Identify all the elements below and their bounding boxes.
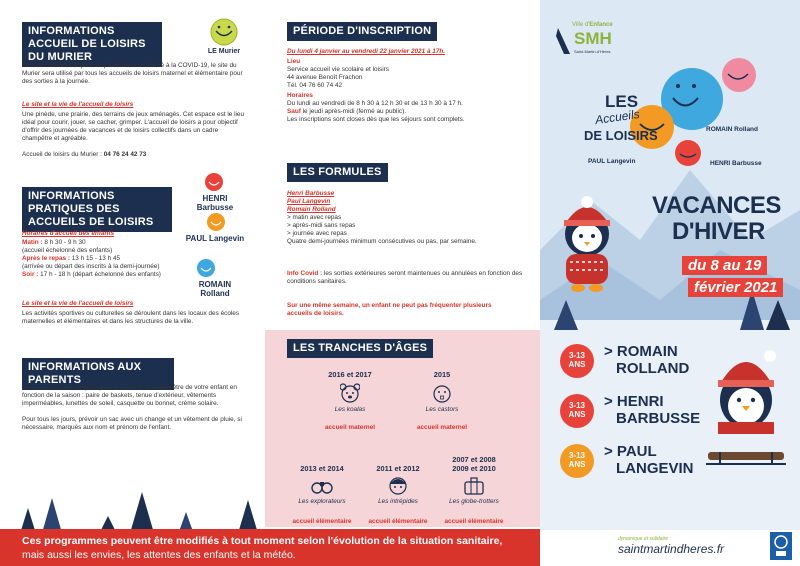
accueils-les: LES — [605, 92, 639, 111]
footer-tagline: dynamique et solidaire — [618, 536, 669, 542]
caf-logo — [770, 532, 792, 560]
murier-body: Dans le cadre du respect du protocole sanitaire lié à la COVID-19, le site du Murier sera utilisé par tous les accueils de loisirs maternel et élémentaire pour des sorties à la journée. — [22, 62, 243, 85]
vacances-line1: VACANCES — [652, 192, 781, 219]
age-years: 2016 et 2017 — [328, 370, 372, 379]
age-years: 2013 et 2014 — [300, 464, 344, 473]
site-paul-line2: LANGEVIN — [616, 460, 694, 477]
henri-logo-name: HENRI Barbusse — [196, 194, 234, 212]
covid-info — [287, 270, 527, 286]
smh-mark-icon — [556, 26, 572, 56]
pratiques-desc: Les activités sportives ou culturelles se déroulent dans les locaux des écoles maternelles et élémentaires et dans les structures de la ville. — [22, 310, 240, 325]
romain-logo-name: ROMAIN Rolland — [198, 280, 232, 298]
age-name: Les castors — [425, 406, 459, 413]
matin-value: 8 h 30 - 9 h 30 — [44, 239, 86, 246]
accueils-paul: PAUL Langevin — [588, 158, 636, 165]
horaires-list — [22, 239, 182, 279]
formule-item: > journée avec repas — [287, 230, 347, 237]
age-type: accueil élémentaire — [444, 518, 504, 525]
bubble-faces-icon — [630, 58, 760, 168]
age-type: accueil élémentaire — [292, 518, 352, 525]
banner-line1: Ces programmes peuvent être modifiés à tout moment selon l'évolution de la situation sanitaire, — [22, 535, 503, 547]
lieu-line: 44 avenue Benoît Frachon — [287, 74, 363, 81]
covid-text: les sorties extérieures seront maintenues ou annulées en fonction des conditions sanitaires. — [287, 270, 523, 285]
accueils-romain: ROMAIN Rolland — [706, 126, 758, 133]
repas-note: (arrivée ou départ des inscrits à la demi-journée) — [22, 263, 160, 270]
koala-icon — [340, 382, 360, 404]
romain-face-icon — [196, 258, 216, 278]
site-henri — [604, 393, 700, 427]
age-type: accueil maternel — [324, 424, 376, 431]
age-years: 2007 et 2008 2009 et 2010 — [452, 455, 496, 473]
formule-minimum: Quatre demi-journées minimum consécutives ou pas, par semaine. — [287, 238, 477, 245]
murier-logo — [198, 14, 250, 62]
smh-big: SMH — [574, 29, 612, 48]
smh-line — [572, 22, 613, 28]
pratiques-sub2: Le site et la vie de l'accueil de loisirs — [22, 300, 134, 307]
site-paul — [604, 443, 694, 477]
parents-title: INFORMATIONS AUX PARENTS — [22, 358, 174, 390]
suitcase-icon — [462, 476, 486, 496]
paul-face-icon — [206, 212, 226, 232]
matin-label: Matin : — [22, 239, 45, 246]
penguin-hat-illustration — [552, 196, 622, 306]
vacances-line2: D'HIVER — [672, 218, 765, 245]
smh-line1: Ville d' — [572, 22, 590, 28]
soir-value: 17 h - 18 h (départ échelonné des enfants) — [40, 271, 161, 278]
age-name: Les globe-trotters — [449, 498, 499, 505]
logo-paul — [184, 212, 246, 248]
inscription-dates: Du lundi 4 janvier au vendredi 22 janvier 2021 à 17h. — [287, 48, 446, 55]
parents-body2: Pour tous les jours, prévoir un sac avec un change et un vêtement de pluie, si nécessaire, marqués aux nom et prénom de l'enfant. — [22, 416, 242, 431]
pratiques-title: INFORMATIONS PRATIQUES DES ACCUEILS DE LOISIRS — [22, 187, 172, 232]
formules-list — [287, 190, 527, 246]
sauf-label: Sauf — [287, 108, 301, 115]
formule-site: Romain Rolland — [287, 206, 336, 213]
sauf-text: le jeudi après-midi (fermé au public). — [300, 108, 406, 115]
smh-sub: Saint-Martin-d'Hères — [574, 49, 611, 54]
formule-site: Paul Langevin — [287, 198, 331, 205]
horaires-label: Horaires — [287, 92, 313, 99]
banner-line2: mais aussi les envies, les attentes des enfants et la météo. — [22, 549, 296, 561]
site-henri-line2: BARBUSSE — [616, 410, 701, 427]
tranches-title: LES TRANCHES D'ÂGES — [287, 339, 433, 358]
horaires-line: Du lundi au vendredi de 8 h 30 à 12 h 30 et de 13 h 30 à 17 h. — [287, 100, 463, 107]
repas-value: 13 h 15 - 13 h 45 — [71, 255, 121, 262]
lieu-line: Service accueil vie scolaire et loisirs — [287, 66, 389, 73]
lieu-label: Lieu — [287, 58, 301, 65]
parents-body1: Prévoir une tenue adaptée pour la sécurité et le bien-être de votre enfant en fonction de la saison : paire de baskets, tenue d'extérieur, vêtements imperméables, lunettes de soleil, casquette ou bonnet, crème solaire. — [22, 384, 237, 407]
site-age-romain: 3-13 ANS — [560, 344, 594, 378]
murier-title: INFORMATIONS ACCUEIL DE LOISIRS DU MURIER — [22, 22, 162, 67]
bottom-banner — [0, 529, 540, 566]
closed-text: Les inscriptions sont closes dès que les séjours sont complets. — [287, 116, 465, 123]
site-paul-line1: > PAUL — [604, 443, 657, 460]
beaver-icon — [432, 382, 452, 404]
murier-contact-label: Accueil de loisirs du Murier : — [22, 151, 104, 158]
repas-label: Après le repas : — [22, 255, 72, 262]
caf-icon — [770, 532, 792, 560]
site-romain — [604, 343, 689, 377]
footer-logo — [618, 536, 724, 556]
accueils-henri: HENRI Barbusse — [710, 160, 762, 167]
formules-title: LES FORMULES — [287, 163, 388, 182]
formule-item: > après-midi sans repas — [287, 222, 356, 229]
smh-logo — [556, 22, 626, 62]
accueils-deloisirs: DE LOISIRS — [584, 128, 658, 143]
horaires-sub: Horaires d'accueil des enfants — [22, 230, 115, 237]
age-name: Les intrépides — [378, 498, 418, 505]
site-romain-line1: > ROMAIN — [604, 343, 678, 360]
inscription-lieu — [287, 58, 527, 124]
age-years: 2011 et 2012 — [376, 464, 420, 473]
site-age-henri: 3-13 ANS — [560, 394, 594, 428]
murier-logo-name: LE Murier — [207, 48, 241, 55]
logo-henri — [184, 172, 246, 212]
henri-face-icon — [204, 172, 224, 192]
murier-contact-phone: 04 76 24 42 73 — [103, 151, 147, 158]
covid-label: Info Covid : — [287, 270, 324, 277]
age-type: accueil maternel — [416, 424, 468, 431]
age-years: 2015 — [433, 370, 451, 379]
binoculars-icon — [310, 476, 334, 496]
murier-desc: Une pinède, une prairie, des terrains de jeux aménagés. Cet espace est le lieu idéal pour courir, jouer, se cacher, grimper. L'accueil de loisirs a pour objectif d'offrir des journées de vacances et de loisirs collectifs dans un cadre champêtre et agréable. — [22, 111, 245, 142]
lieu-line: Tél. 04 76 60 74 42 — [287, 82, 343, 89]
age-name: Les koalas — [334, 406, 366, 413]
accueils-word: Accueils — [594, 106, 641, 128]
site-age-paul: 3-13 ANS — [560, 444, 594, 478]
vacances-dates-box2: février 2021 — [688, 278, 783, 297]
soir-label: Soir : — [22, 271, 41, 278]
logo-romain — [184, 258, 246, 298]
matin-note: (accueil échelonné des enfants) — [22, 247, 113, 254]
paul-logo-name: PAUL Langevin — [185, 234, 245, 243]
vacances-dates-box1: du 8 au 19 — [682, 256, 767, 275]
helmet-face-icon — [386, 474, 410, 496]
formule-site: Henri Barbusse — [287, 190, 335, 197]
formule-item: > matin avec repas — [287, 214, 342, 221]
site-henri-line1: > HENRI — [604, 393, 664, 410]
inscription-title: PÉRIODE D'INSCRIPTION — [287, 22, 437, 41]
murier-sub: Le site et la vie de l'accueil de loisirs — [22, 101, 134, 108]
footer-site: saintmartindheres.fr — [618, 542, 725, 556]
site-romain-line2: ROLLAND — [616, 360, 690, 377]
penguin-sled-illustration — [700, 340, 790, 480]
smh-line2: Enfance — [589, 22, 613, 28]
age-name: Les explorateurs — [298, 498, 346, 505]
age-type: accueil élémentaire — [368, 518, 428, 525]
murier-contact — [22, 151, 250, 159]
formules-warning: Sur une même semaine, un enfant ne peut pas fréquenter plusieurs accueils de loisirs. — [287, 302, 492, 317]
